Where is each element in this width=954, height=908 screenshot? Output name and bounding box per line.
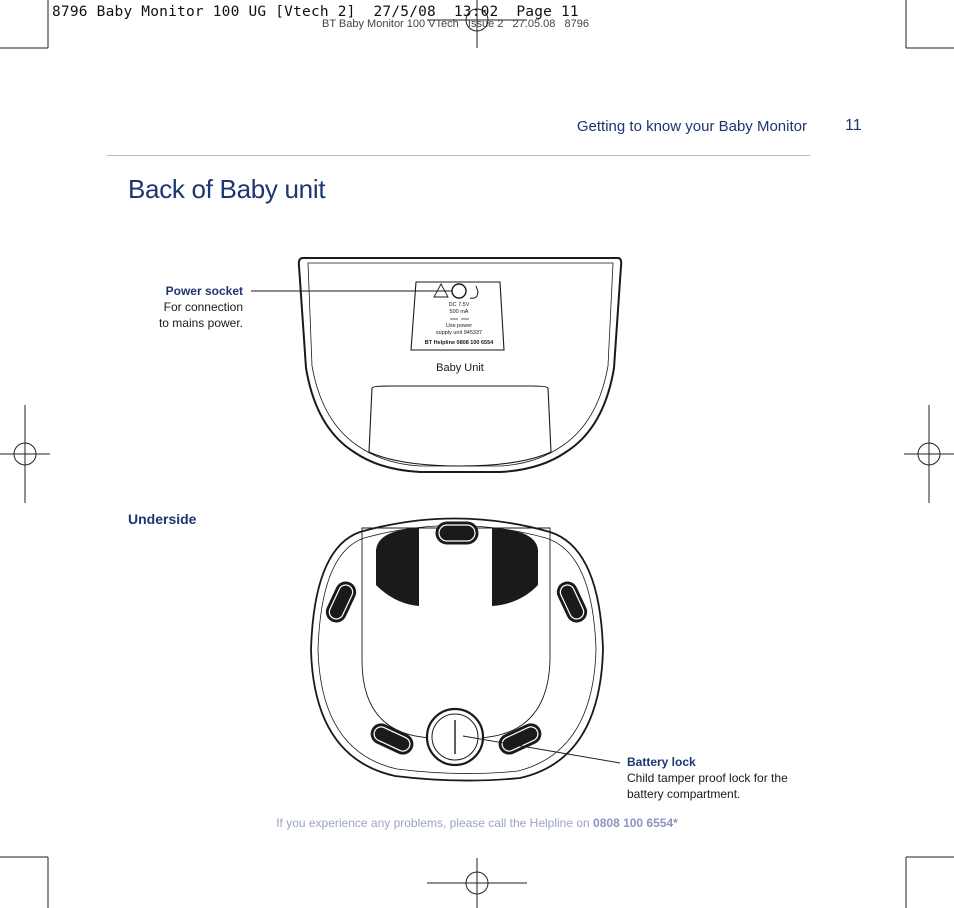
rating-line-1: DC 7.5V — [448, 302, 470, 308]
page-title: Back of Baby unit — [128, 174, 326, 204]
battery-lock-line-1: Child tamper proof lock for the — [627, 771, 788, 785]
use-line-2: supply unit 945337 — [435, 330, 483, 336]
battery-lock-line-2: battery compartment. — [627, 787, 741, 801]
rating-line-2: 500 mA — [449, 309, 469, 315]
helpline-label: BT Helpline 0808 100 6554 — [424, 340, 494, 346]
underside-heading: Underside — [128, 511, 197, 527]
print-slug-ghost: BT Baby Monitor 100 VTech Issue 2 27.05.08 8796 — [322, 18, 590, 30]
footer-text: If you experience any problems, please call the Helpline on — [276, 816, 594, 830]
power-socket-line-2: to mains power. — [158, 316, 243, 330]
helpline-footer — [0, 816, 954, 830]
power-socket-callout — [120, 283, 243, 331]
page-number: 11 — [845, 117, 862, 134]
footer-phone: 0808 100 6554* — [593, 816, 678, 830]
underside-illustration — [311, 519, 603, 781]
battery-lock-title: Battery lock — [627, 755, 696, 769]
print-slug: 8796 Baby Monitor 100 UG [Vtech 2] 27/5/08 13:02 Page 11 — [52, 4, 579, 20]
baby-unit-label: Baby Unit — [436, 362, 484, 374]
section-title: Getting to know your Baby Monitor — [576, 118, 807, 135]
battery-lock-callout — [627, 754, 817, 802]
power-socket-title: Power socket — [165, 284, 243, 298]
power-socket-line-1: For connection — [163, 300, 243, 314]
use-line-1: Use power — [445, 323, 473, 329]
